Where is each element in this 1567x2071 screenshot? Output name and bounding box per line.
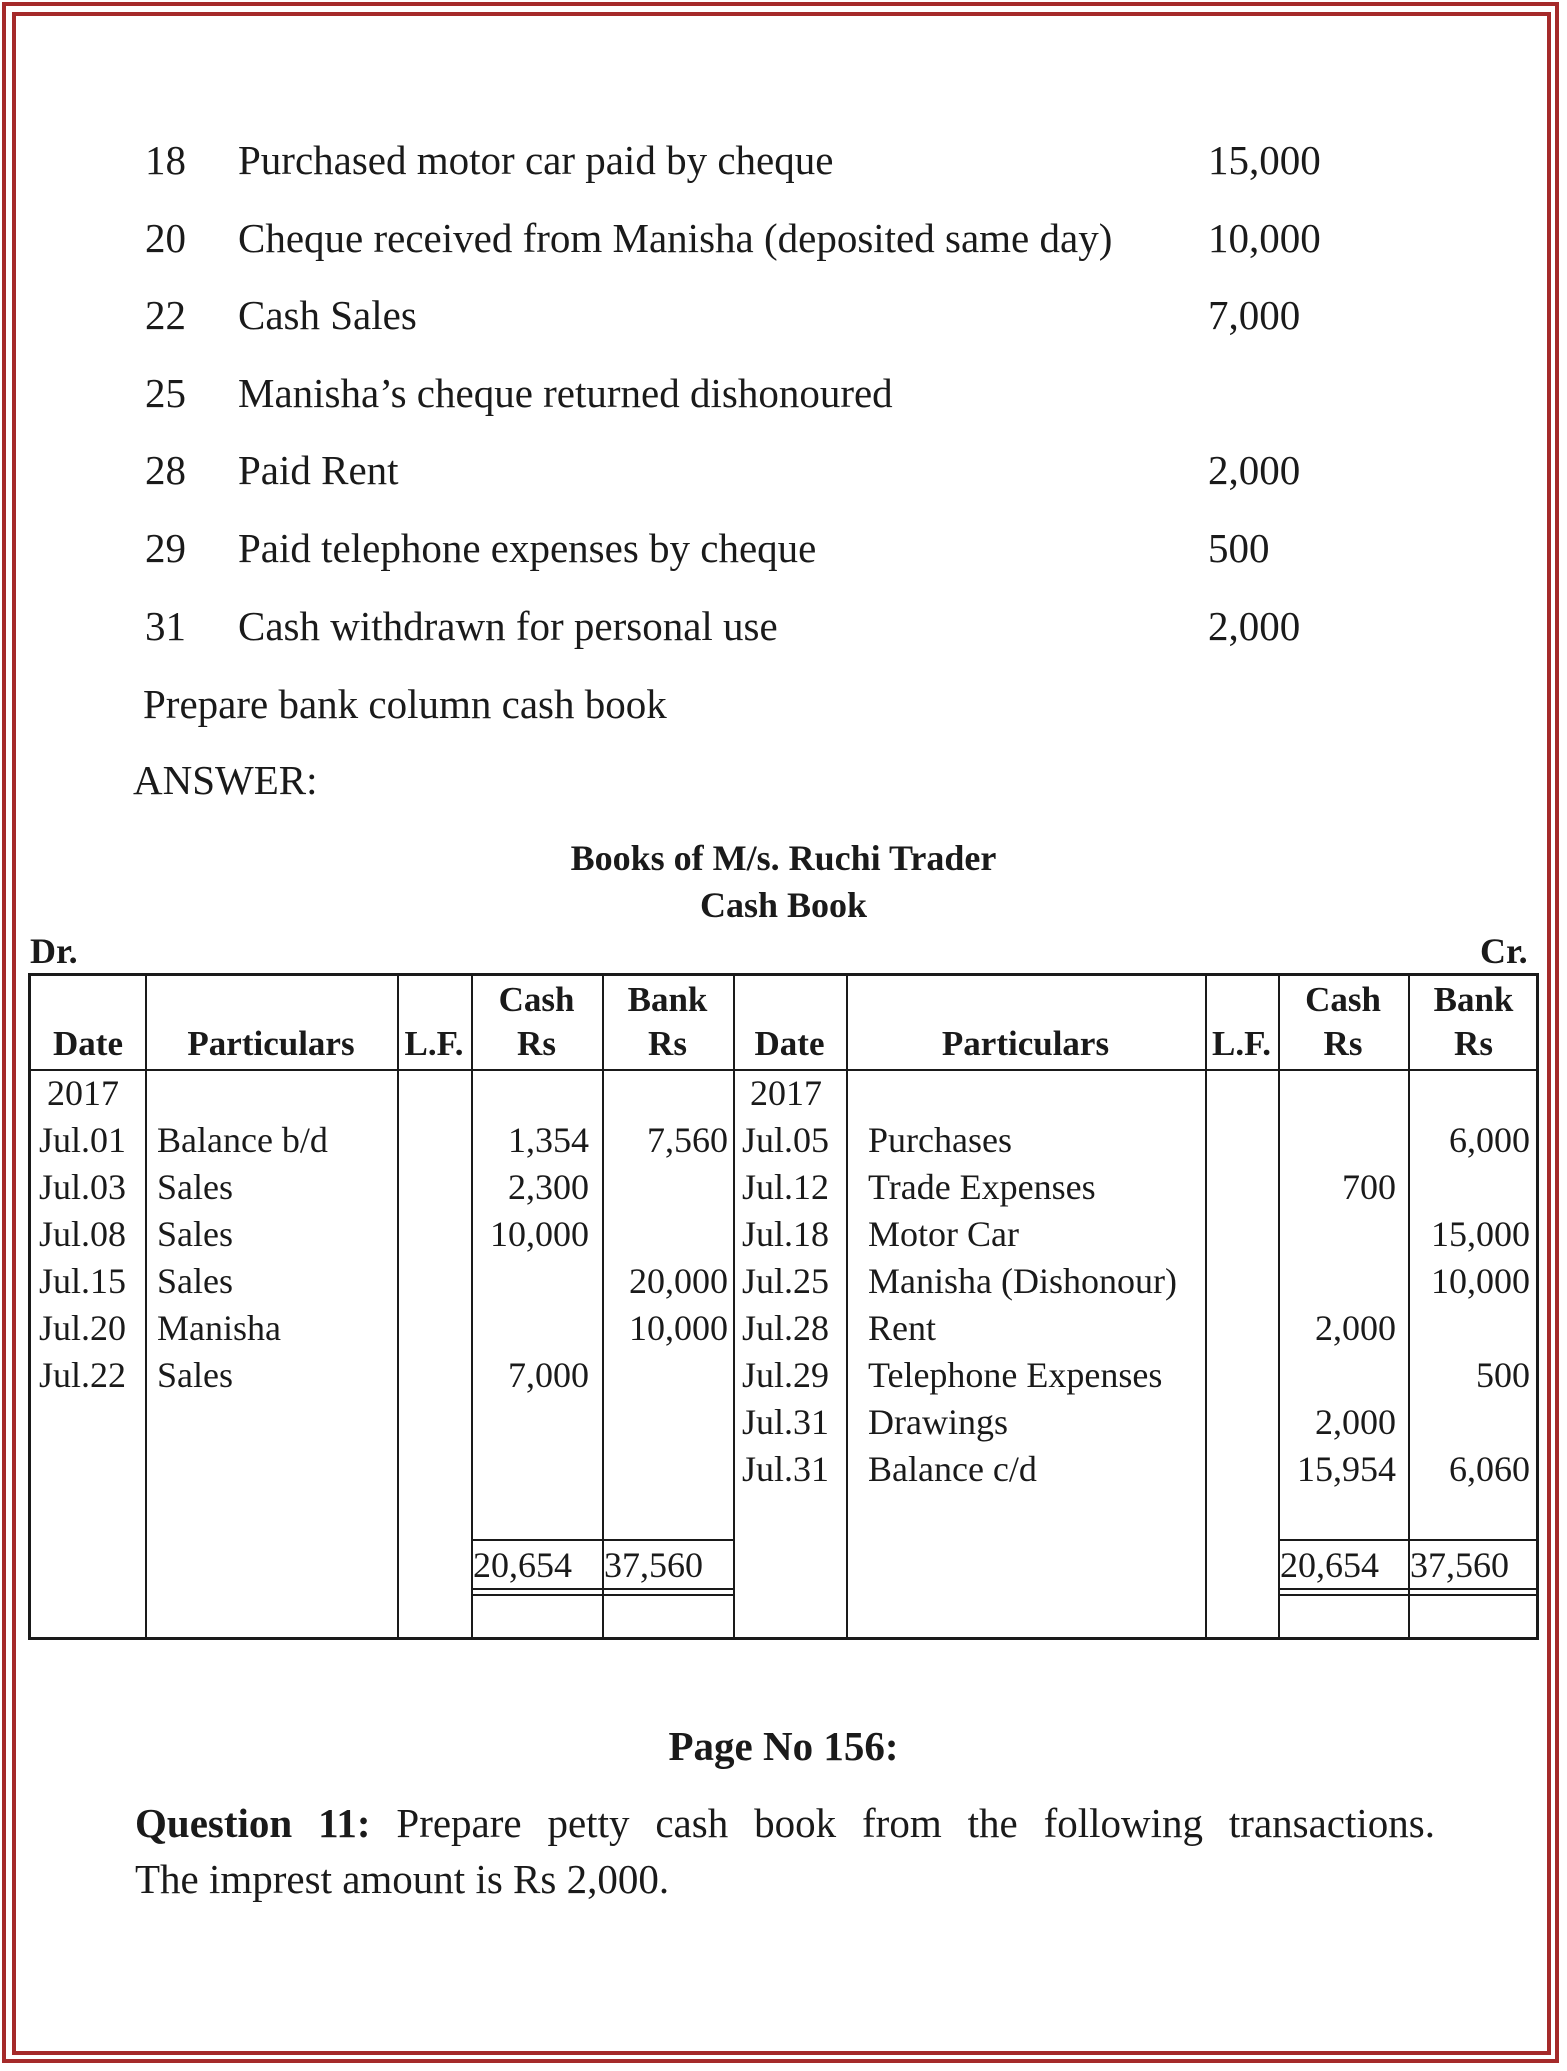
- header-rs-dr: Rs: [517, 1024, 556, 1063]
- credit-label: Cr.: [1480, 931, 1528, 971]
- total-credit-cash: 20,654: [1280, 1545, 1379, 1585]
- debit-cash: 1,354: [508, 1120, 589, 1160]
- credit-date: Jul.12: [742, 1167, 830, 1207]
- total-rule-bottom: [471, 1594, 733, 1596]
- transaction-description: Cash Sales: [238, 292, 417, 338]
- column-rule: [846, 976, 848, 1637]
- debit-bank: 20,000: [629, 1261, 728, 1301]
- credit-particulars: Rent: [868, 1308, 936, 1348]
- transaction-amount: 2,000: [1208, 603, 1301, 649]
- credit-bank: 500: [1476, 1355, 1530, 1395]
- header-particulars-cr: Particulars: [941, 1024, 1110, 1063]
- transaction-description: Manisha’s cheque returned dishonoured: [238, 370, 893, 416]
- column-rule: [1205, 976, 1207, 1637]
- debit-particulars: Sales: [157, 1167, 233, 1207]
- debit-cash: 7,000: [508, 1355, 589, 1395]
- transaction-amount: 2,000: [1208, 447, 1301, 493]
- debit-bank: 10,000: [629, 1308, 728, 1348]
- cash-book-table: [28, 973, 1539, 1640]
- cashbook-subtitle: Cash Book: [699, 885, 868, 925]
- transaction-amount: 7,000: [1208, 292, 1301, 338]
- credit-particulars: Motor Car: [868, 1214, 1019, 1254]
- year-dr: 2017: [47, 1073, 119, 1113]
- answer-label: ANSWER:: [133, 757, 318, 803]
- debit-date: Jul.08: [39, 1214, 127, 1254]
- debit-date: Jul.01: [39, 1120, 127, 1160]
- question-line-2: The imprest amount is Rs 2,000.: [135, 1856, 670, 1902]
- transaction-description: Purchased motor car paid by cheque: [238, 137, 834, 183]
- credit-cash: 15,954: [1297, 1449, 1396, 1489]
- credit-cash: 2,000: [1315, 1308, 1396, 1348]
- instruction-text: Prepare bank column cash book: [143, 681, 667, 727]
- page-number-heading: Page No 156:: [668, 1723, 899, 1769]
- debit-particulars: Balance b/d: [157, 1120, 328, 1160]
- header-lf-dr: L.F.: [404, 1024, 464, 1063]
- transaction-day: 20: [145, 215, 186, 261]
- column-rule: [471, 976, 473, 1637]
- debit-particulars: Manisha: [157, 1308, 281, 1348]
- header-particulars-dr: Particulars: [187, 1024, 355, 1063]
- debit-particulars: Sales: [157, 1214, 233, 1254]
- column-rule: [733, 976, 735, 1637]
- credit-date: Jul.31: [742, 1402, 830, 1442]
- transaction-amount: 10,000: [1208, 215, 1321, 261]
- debit-label: Dr.: [30, 931, 78, 971]
- transaction-description: Cash withdrawn for personal use: [238, 603, 778, 649]
- credit-bank: 6,000: [1449, 1120, 1530, 1160]
- question-label: Question 11:: [135, 1800, 371, 1846]
- credit-particulars: Drawings: [868, 1402, 1008, 1442]
- credit-particulars: Purchases: [868, 1120, 1012, 1160]
- transaction-amount: 500: [1208, 525, 1270, 571]
- question-body: Prepare petty cash book from the following transactions.: [396, 1800, 1435, 1846]
- header-cash-dr: Cash: [498, 980, 575, 1019]
- credit-date: Jul.05: [742, 1120, 830, 1160]
- header-lf-cr: L.F.: [1211, 1024, 1271, 1063]
- total-rule-top: [1278, 1539, 1539, 1541]
- question-line-1: [135, 1795, 1435, 1851]
- transaction-day: 31: [145, 603, 186, 649]
- debit-bank: 7,560: [647, 1120, 728, 1160]
- header-rs-dr: Rs: [648, 1024, 687, 1063]
- credit-cash: 700: [1342, 1167, 1396, 1207]
- column-rule: [145, 976, 147, 1637]
- header-bank-cr: Bank: [1433, 980, 1514, 1019]
- credit-date: Jul.25: [742, 1261, 830, 1301]
- transaction-description: Cheque received from Manisha (deposited same day): [238, 215, 1113, 261]
- credit-particulars: Trade Expenses: [868, 1167, 1096, 1207]
- credit-bank: 6,060: [1449, 1449, 1530, 1489]
- transaction-description: Paid Rent: [238, 447, 399, 493]
- total-rule-top: [471, 1539, 733, 1541]
- header-cash-cr: Cash: [1305, 980, 1381, 1019]
- total-credit-bank: 37,560: [1410, 1545, 1509, 1585]
- transaction-day: 28: [145, 447, 186, 493]
- credit-date: Jul.29: [742, 1355, 830, 1395]
- debit-date: Jul.15: [39, 1261, 127, 1301]
- header-bank-dr: Bank: [627, 980, 708, 1019]
- debit-particulars: Sales: [157, 1261, 233, 1301]
- column-rule: [1408, 976, 1410, 1637]
- total-debit-bank: 37,560: [604, 1545, 703, 1585]
- transaction-day: 22: [145, 292, 186, 338]
- credit-particulars: Telephone Expenses: [868, 1355, 1163, 1395]
- debit-date: Jul.22: [39, 1355, 127, 1395]
- debit-particulars: Sales: [157, 1355, 233, 1395]
- transaction-day: 18: [145, 137, 186, 183]
- credit-date: Jul.31: [742, 1449, 830, 1489]
- credit-particulars: Balance c/d: [868, 1449, 1037, 1489]
- debit-cash: 2,300: [508, 1167, 589, 1207]
- credit-cash: 2,000: [1315, 1402, 1396, 1442]
- debit-date: Jul.03: [39, 1167, 127, 1207]
- question-text: [135, 1795, 1435, 1907]
- total-debit-cash: 20,654: [473, 1545, 572, 1585]
- credit-date: Jul.18: [742, 1214, 830, 1254]
- column-rule: [397, 976, 399, 1637]
- header-rs-cr: Rs: [1323, 1024, 1363, 1063]
- cashbook-title: Books of M/s. Ruchi Trader: [570, 838, 997, 878]
- transaction-day: 25: [145, 370, 186, 416]
- debit-date: Jul.20: [39, 1308, 127, 1348]
- header-date-cr: Date: [754, 1024, 825, 1063]
- total-rule-bottom: [1278, 1594, 1539, 1596]
- header-date-dr: Date: [53, 1024, 123, 1063]
- credit-particulars: Manisha (Dishonour): [868, 1261, 1177, 1301]
- transaction-amount: 15,000: [1208, 137, 1321, 183]
- transaction-day: 29: [145, 525, 186, 571]
- transaction-description: Paid telephone expenses by cheque: [238, 525, 817, 571]
- header-rs-cr: Rs: [1454, 1024, 1493, 1063]
- credit-date: Jul.28: [742, 1308, 830, 1348]
- year-cr: 2017: [750, 1073, 822, 1113]
- credit-bank: 10,000: [1431, 1261, 1530, 1301]
- credit-bank: 15,000: [1431, 1214, 1530, 1254]
- debit-cash: 10,000: [490, 1214, 589, 1254]
